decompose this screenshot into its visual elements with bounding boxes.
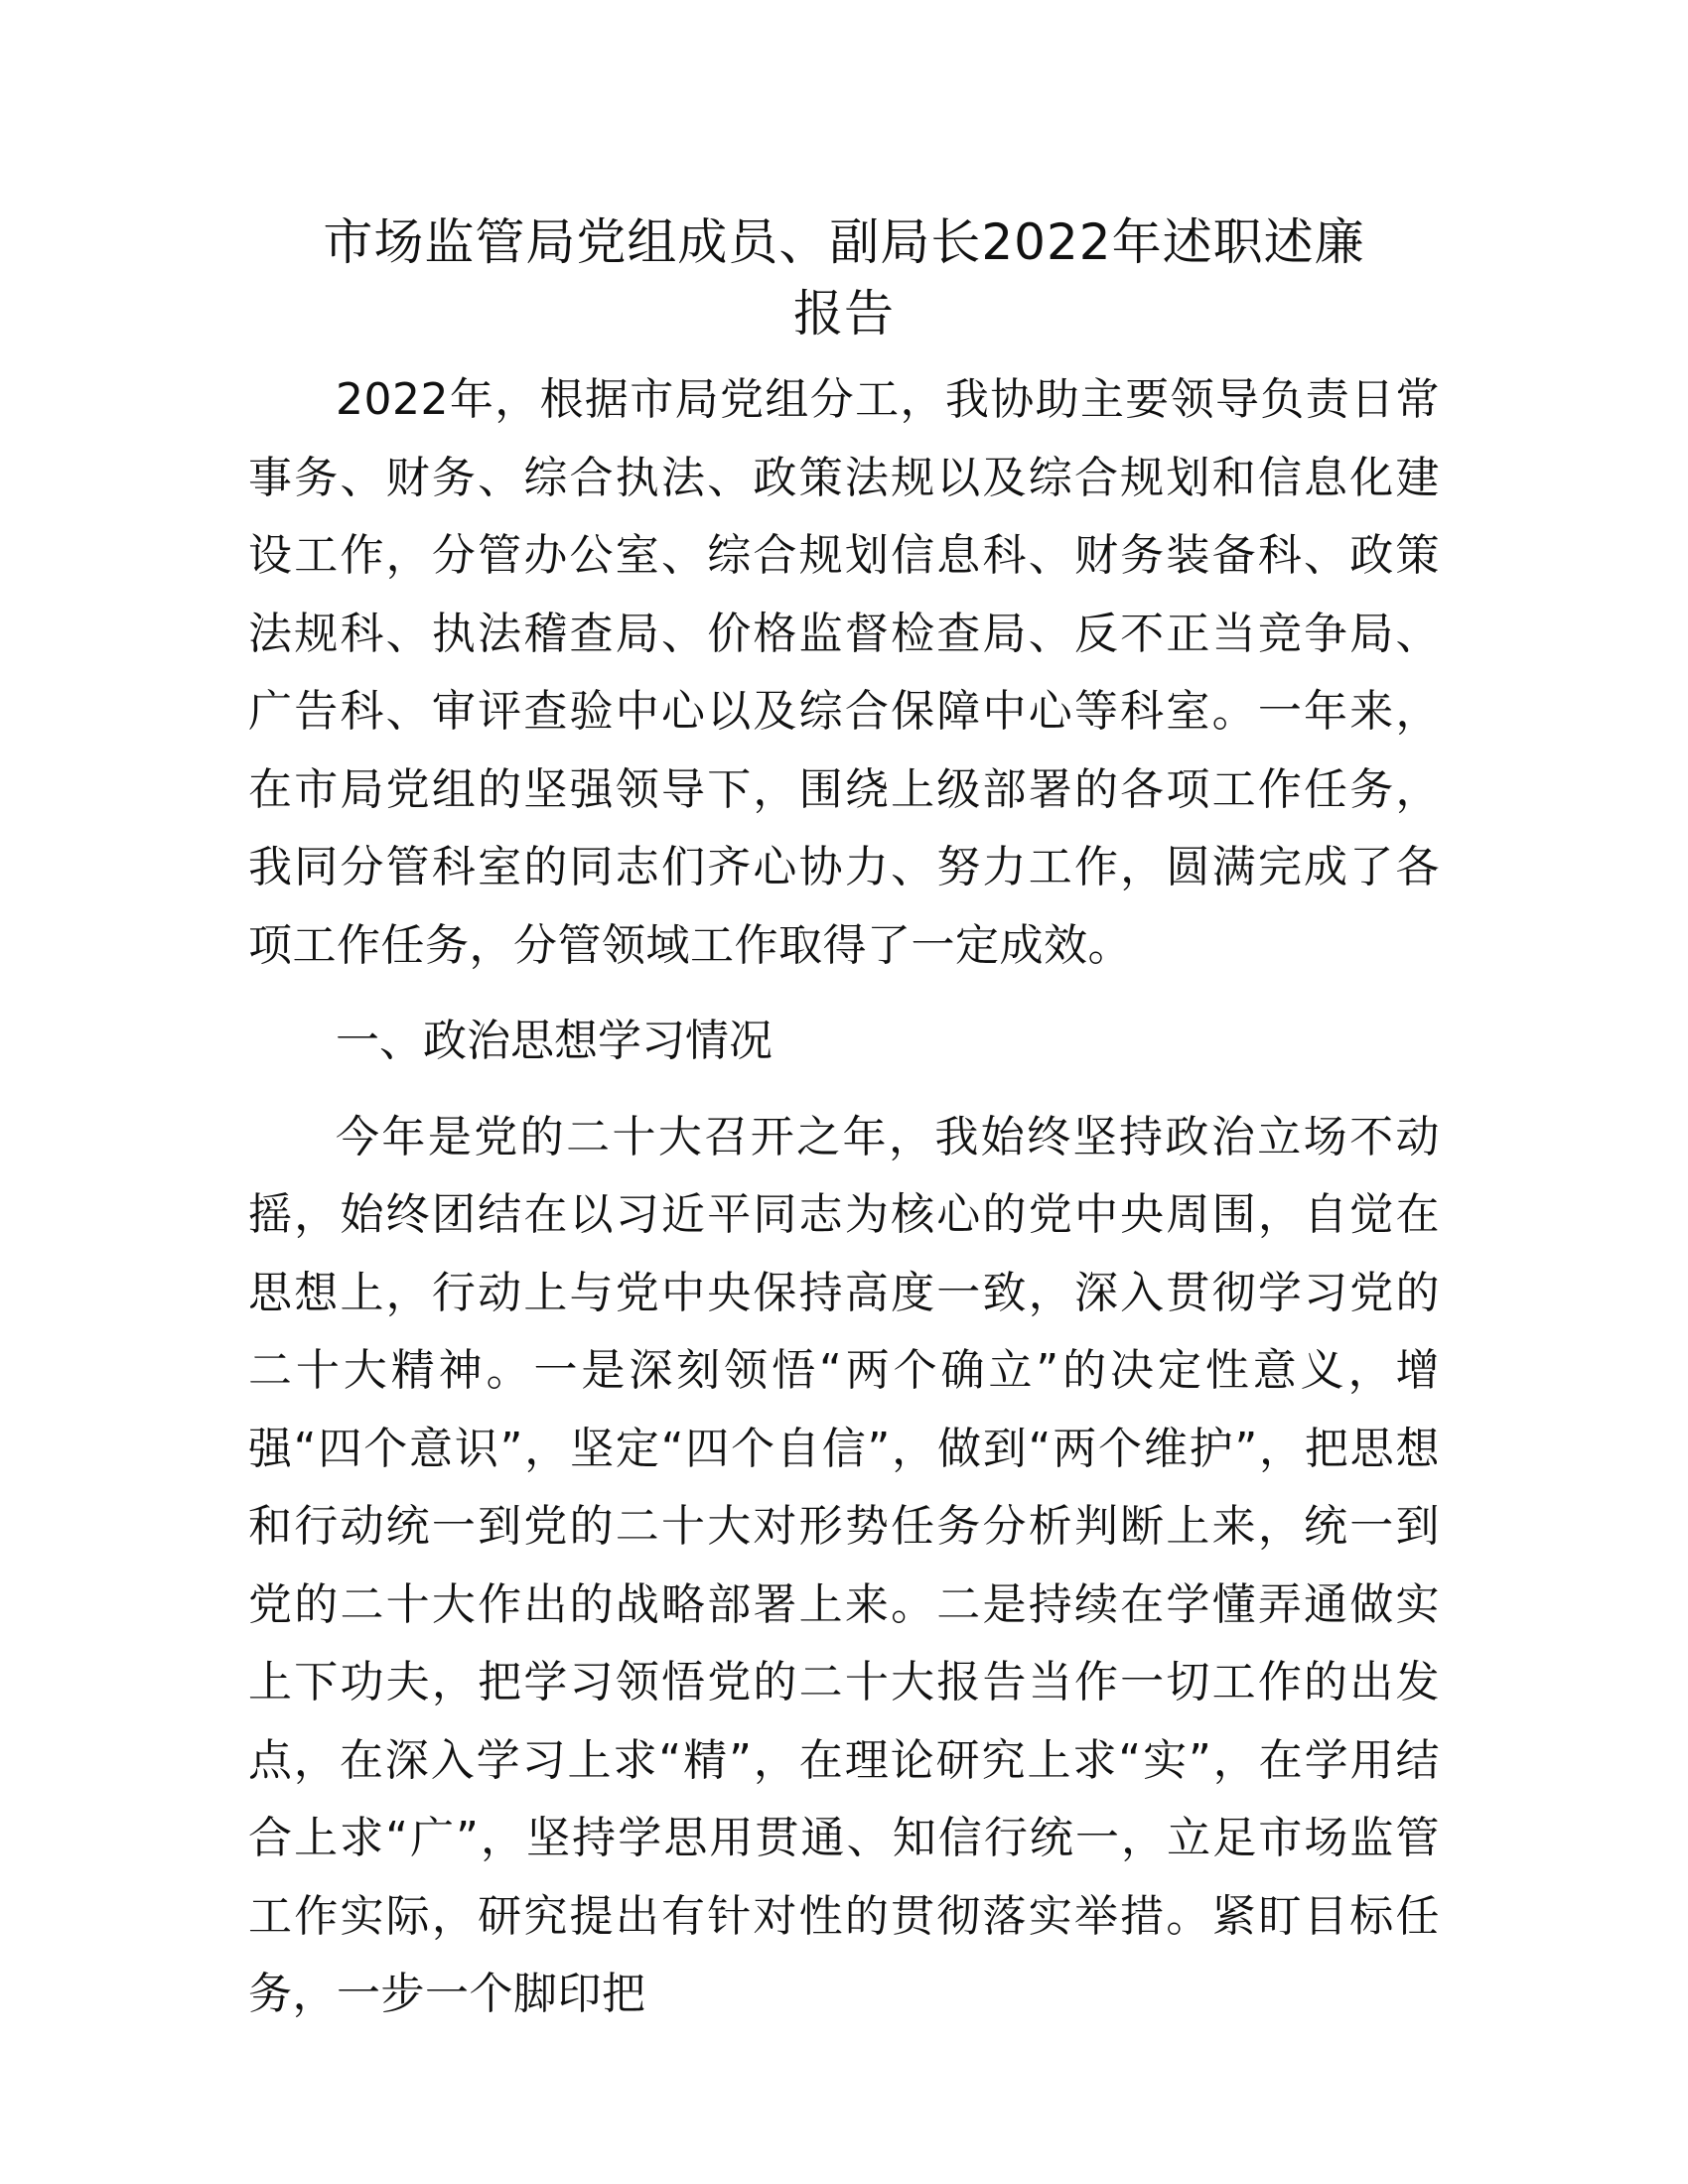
paragraph-intro: 2022年，根据市局党组分工，我协助主要领导负责日常事务、财务、综合执法、政策法规以及综合规划和信息化建设工作，分管办公室、综合规划信息科、财务装备科、政策法规科、执法稽查局、价格监督检查局、反不正当竞争局、广告科、审评查验中心以及综合保障中心等科室。一年来，在市局党组的坚强领导下，围绕上级部署的各项工作任务，我同分管科室的同志们齐心协力、努力工作，圆满完成了各项工作任务，分管领域工作取得了一定成效。 (248, 374, 1440, 971)
document-title (248, 206, 1440, 349)
title-line-1: 市场监管局党组成员、副局长2022年述职述廉 (323, 213, 1365, 271)
document-page (248, 206, 1440, 2034)
document-body (248, 361, 1440, 2034)
title-line-2: 报告 (793, 285, 895, 342)
section-heading-1: 一、政治思想学习情况 (336, 1016, 773, 1066)
paragraph-political-study: 今年是党的二十大召开之年，我始终坚持政治立场不动摇，始终团结在以习近平同志为核心的党中央周围，自觉在思想上，行动上与党中央保持高度一致，深入贯彻学习党的二十大精神。一是深刻领悟“两个确立”的决定性意义，增强“四个意识”，坚定“四个自信”，做到“两个维护”，把思想和行动统一到党的二十大对形势任务分析判断上来，统一到党的二十大作出的战略部署上来。二是持续在学懂弄通做实上下功夫，把学习领悟党的二十大报告当作一切工作的出发点，在深入学习上求“精”，在理论研究上求“实”，在学用结合上求“广”，坚持学思用贯通、知信行统一，立足市场监管工作实际，研究提出有针对性的贯彻落实举措。紧盯目标任务，一步一个脚印把 (248, 1111, 1440, 2019)
